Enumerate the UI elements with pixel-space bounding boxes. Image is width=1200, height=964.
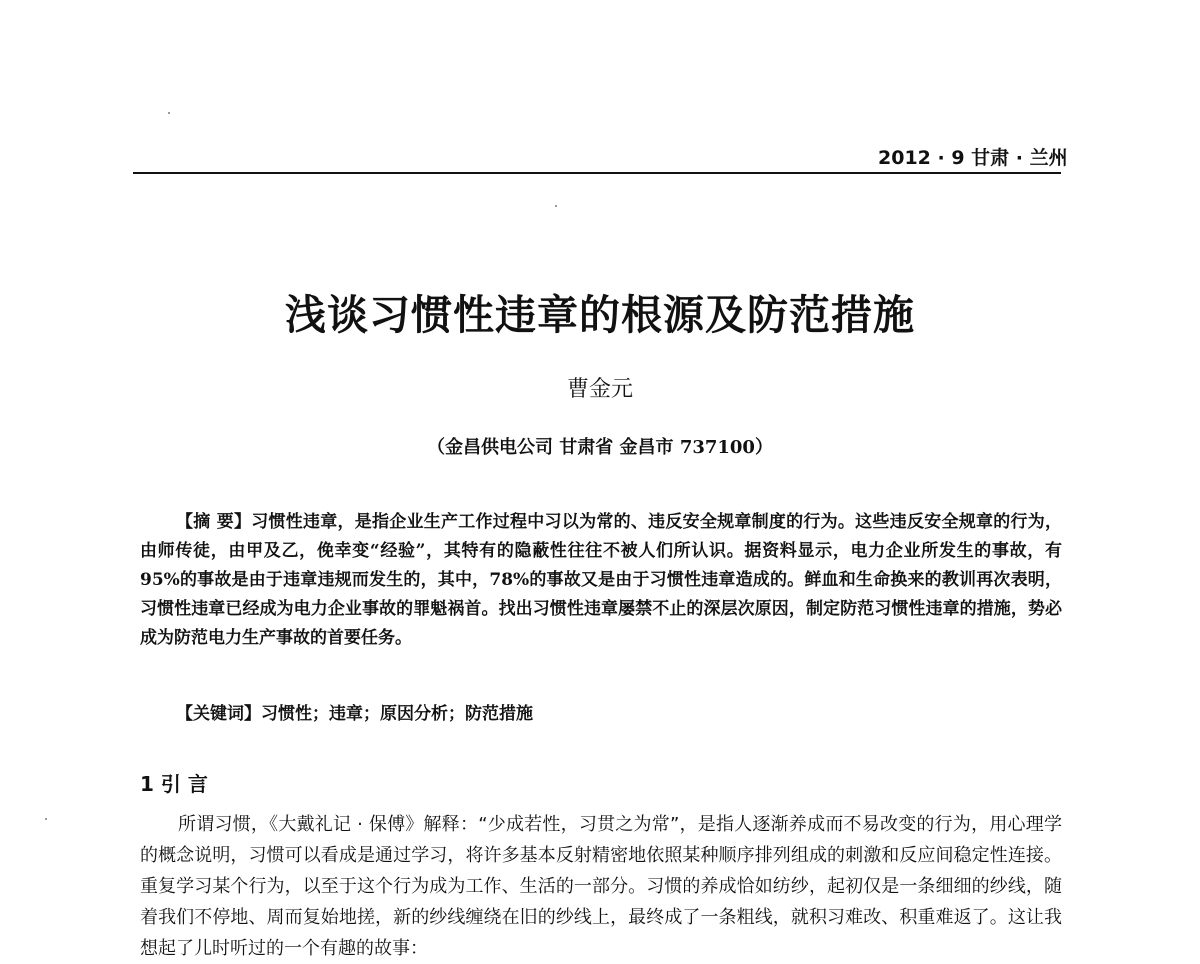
author-affiliation: （金昌供电公司 甘肃省 金昌市 737100） — [427, 437, 773, 458]
keywords-line — [176, 699, 533, 724]
header-rule — [133, 172, 1061, 174]
scan-speck — [168, 112, 170, 114]
keywords-label: 【关键词】 — [176, 704, 261, 724]
abstract-paragraph — [140, 508, 1062, 653]
section-heading-introduction: 1 引 言 — [140, 772, 208, 796]
scan-speck — [555, 205, 557, 207]
journal-header: 2012 · 9 甘肃 · 兰州 — [878, 147, 1068, 169]
keywords-text: 习惯性；违章；原因分析；防范措施 — [261, 704, 533, 724]
article-title: 浅谈习惯性违章的根源及防范措施 — [285, 291, 915, 339]
scan-speck — [45, 818, 47, 820]
abstract-label: 【摘 要】 — [176, 512, 252, 532]
article-author: 曹金元 — [566, 377, 633, 402]
introduction-paragraph: 所谓习惯，《大戴礼记 · 保傅》解释：“少成若性，习贯之为常”，是指人逐渐养成而不易改变的行为，用心理学的概念说明，习惯可以看成是通过学习，将许多基本反射精密地依照某种顺序排列组成的刺激和反应间稳定性连接。重复学习某个行为，以至于这个行为成为工作、生活的一部分。习惯的养成恰如纺纱，起初仅是一条细细的纱线，随着我们不停地、周而复始地搓，新的纱线缠绕在旧的纱线上，最终成了一条粗线，就积习难改、积重难返了。这让我想起了儿时听过的一个有趣的故事： — [140, 814, 1062, 959]
abstract-text: 习惯性违章，是指企业生产工作过程中习以为常的、违反安全规章制度的行为。这些违反安全规章的行为，由师传徒，由甲及乙，俛幸变“经验”，其特有的隐蔽性往往不被人们所认识。据资料显示，电力企业所发生的事故，有95%的事故是由于违章违规而发生的，其中，78%的事故又是由于习惯性违章造成的。鲜血和生命换来的教训再次表明，习惯性违章已经成为电力企业事故的罪魁祸首。找出习惯性违章屡禁不止的深层次原因，制定防范习惯性违章的措施，势必成为防范电力生产事故的首要任务。 — [140, 512, 1062, 648]
